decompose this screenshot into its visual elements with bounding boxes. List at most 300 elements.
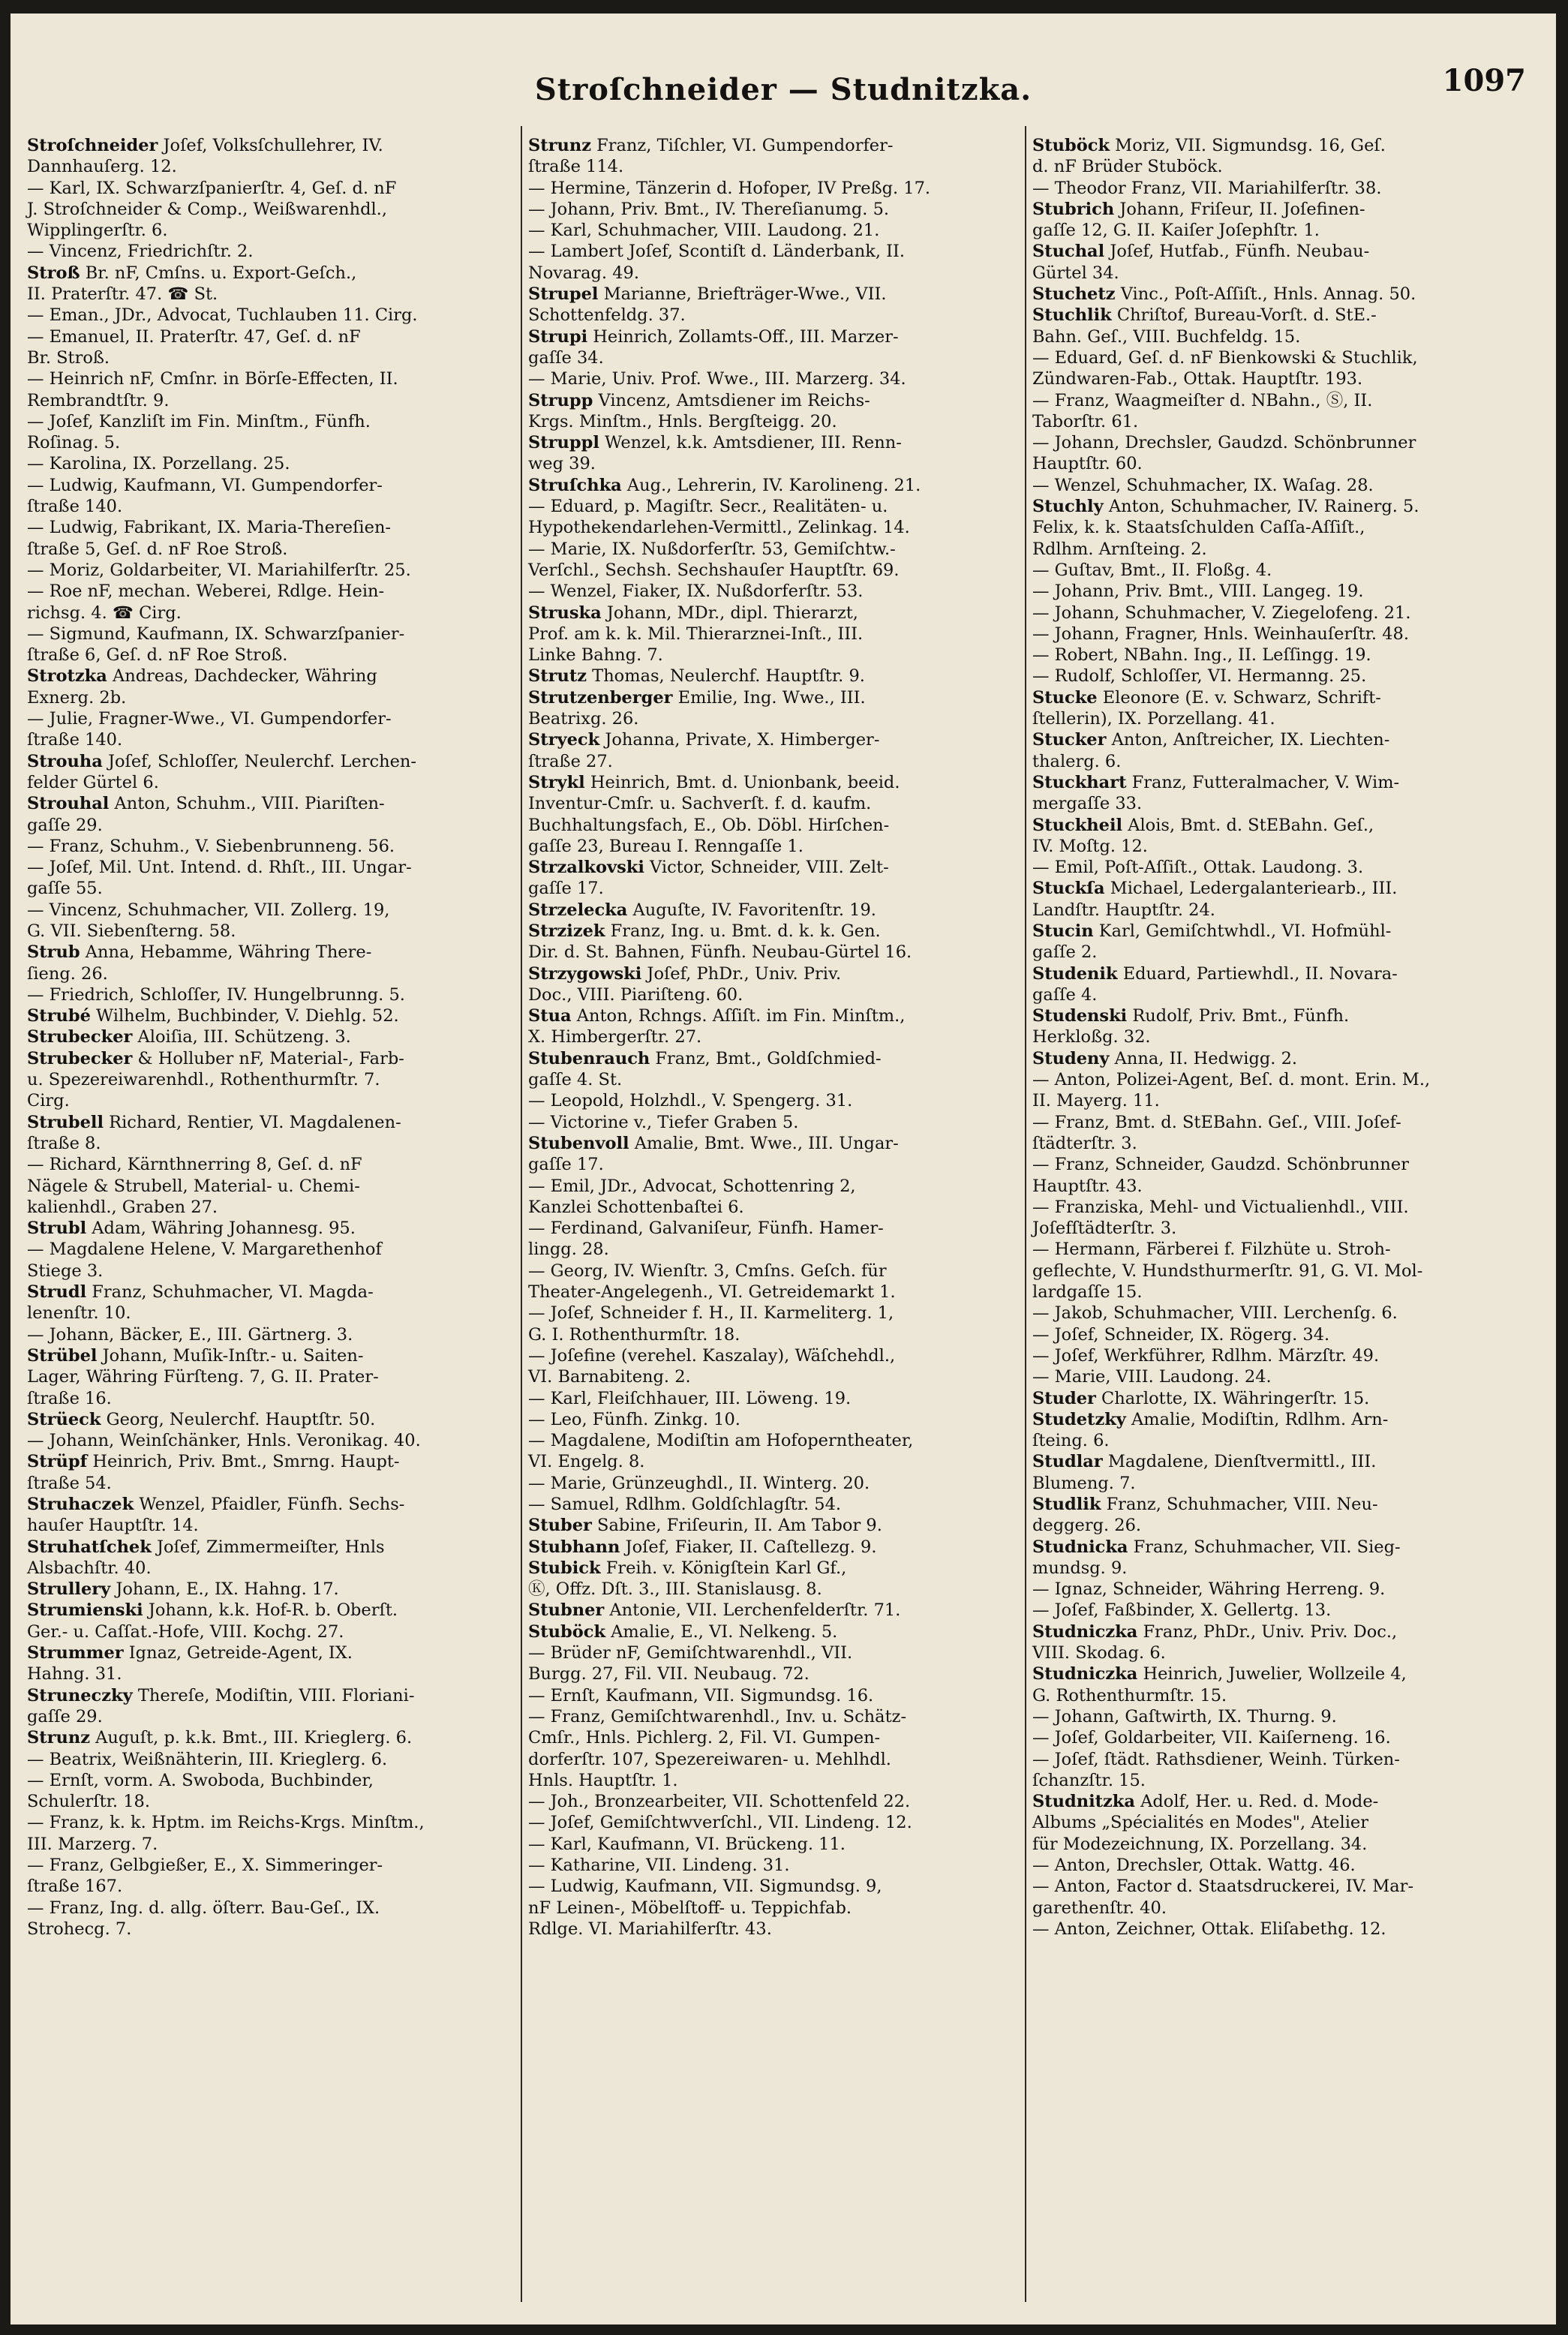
entry-surname: Strunz [27,1728,90,1748]
entry-surname: Strzalkovski [528,858,644,878]
entry-surname: Stuchlik [1032,305,1112,326]
entry-text: — Franz, Schneider, Gaudzd. Schönbrunner [1032,1155,1409,1175]
directory-entry [27,942,513,963]
entry-text: Franz, Futteralmacher, V. Wim- [1126,772,1400,792]
entry-text: — Anton, Factor d. Staatsdruckerei, IV. Mar- [1032,1877,1414,1897]
entry-text: — Beatrix, Weißnähterin, III. Krieglerg. 6. [27,1749,388,1769]
directory-entry [27,645,513,666]
directory-column-1 [27,135,513,1940]
directory-entry [27,1239,513,1260]
directory-entry [528,1600,1014,1621]
directory-entry [528,1515,1014,1536]
entry-text: — Joſef, Goldarbeiter, VII. Kaiſerneng. 16. [1032,1728,1391,1748]
entry-surname: Struska [528,603,602,623]
entry-text: Franz, Schuhmacher, VI. Magda- [86,1282,374,1303]
column-divider [521,126,522,2302]
entry-text: gaſſe 4. St. [528,1070,623,1090]
directory-entry [528,878,1014,899]
entry-text: — Johann, Weinſchänker, Hnls. Veronikag. 40. [27,1431,421,1451]
directory-entry [528,857,1014,878]
entry-text: Franz, Schuhmacher, VII. Sieg- [1128,1537,1401,1557]
entry-text: Schottenfeldg. 37. [528,305,686,326]
directory-entry [27,1791,513,1812]
directory-entry [528,624,1014,645]
entry-text: d. nF Brüder Stuböck. [1032,157,1223,177]
entry-text: Amalie, E., VI. Nelkeng. 5. [605,1621,838,1642]
entry-text: — Eman., JDr., Advocat, Tuchlauben 11. Cirg. [27,305,418,326]
entry-text: Burgg. 27, Fil. VII. Neubaug. 72. [528,1664,810,1684]
directory-entry [1032,1898,1518,1919]
directory-entry [528,156,1014,177]
directory-entry [1032,857,1518,878]
entry-text: Wipplingerſtr. 6. [27,221,168,241]
directory-entry [528,178,1014,199]
entry-text: Vinc., Poſt-Aſſiſt., Hnls. Annag. 50. [1115,284,1416,305]
entry-surname: Stua [528,1006,572,1026]
directory-entry [528,135,1014,156]
directory-entry [528,432,1014,453]
directory-entry [1032,645,1518,666]
entry-text: Hauptſtr. 60. [1032,454,1143,474]
entry-text: — Wenzel, Schuhmacher, IX. Waſag. 28. [1032,475,1374,495]
directory-entry [528,1451,1014,1472]
directory-entry [1032,1430,1518,1451]
entry-text: Joſef, Schloſſer, Neulerchf. Lerchen- [102,751,417,771]
entry-text: Anna, II. Hedwigg. 2. [1109,1048,1298,1068]
directory-entry [27,1621,513,1642]
entry-surname: Strzizek [528,921,605,941]
directory-entry [1032,220,1518,241]
entry-text: Gürtel 34. [1032,263,1119,283]
entry-text: lenenſtr. 10. [27,1303,131,1324]
entry-text: Karl, Gemiſchtwhdl., VI. Hofmühl- [1093,921,1392,941]
directory-entry [27,772,513,793]
directory-entry [1032,1451,1518,1472]
directory-entry [1032,729,1518,750]
directory-entry [1032,284,1518,305]
directory-entry [528,560,1014,581]
entry-text: — Anton, Polizei-Agent, Beſ. d. mont. Erin. M., [1032,1070,1431,1090]
directory-entry [528,1366,1014,1387]
entry-text: — Joſef, ſtädt. Rathsdiener, Weinh. Türken- [1032,1749,1400,1769]
entry-text: — Ernſt, vorm. A. Swoboda, Buchbinder, [27,1770,374,1790]
directory-entry [528,284,1014,305]
directory-entry [27,900,513,921]
entry-text: Aloiſia, III. Schützeng. 3. [132,1027,351,1047]
entry-text: — Karolina, IX. Porzellang. 25. [27,454,290,474]
entry-text: X. Himbergerſtr. 27. [528,1027,702,1047]
directory-entry [528,921,1014,942]
directory-entry [1032,1855,1518,1876]
directory-entry [27,1090,513,1111]
directory-entry [1032,624,1518,645]
directory-entry [27,305,513,326]
entry-surname: Stroſchneider [27,136,158,155]
directory-entry [1032,836,1518,857]
directory-entry [27,1133,513,1154]
entry-text: Eleonore (E. v. Schwarz, Schrift- [1097,687,1381,708]
directory-entry [528,687,1014,708]
directory-entry [1032,305,1518,326]
directory-entry [1032,1515,1518,1536]
entry-text: felder Gürtel 6. [27,772,159,792]
directory-entry [528,1537,1014,1558]
entry-text: Franz, Bmt., Goldſchmied- [650,1048,882,1068]
directory-entry [27,1473,513,1494]
entry-text: Rdlge. VI. Mariahilferſtr. 43. [528,1919,772,1939]
directory-entry [528,666,1014,687]
directory-entry [27,687,513,708]
entry-surname: Stucker [1032,730,1107,750]
directory-entry [27,729,513,750]
directory-entry [528,347,1014,368]
directory-entry [1032,793,1518,814]
entry-text: gaſſe 17. [528,1155,604,1175]
directory-entry [1032,199,1518,220]
entry-surname: Strupel [528,284,599,305]
directory-entry [528,1218,1014,1239]
directory-entry [1032,411,1518,432]
directory-page [11,14,1556,2324]
entry-surname: Strubé [27,1006,91,1026]
directory-entry [27,1069,513,1090]
entry-text: — Emil, JDr., Advocat, Schottenring 2, [528,1176,856,1196]
entry-surname: Stryeck [528,730,600,750]
directory-entry [1032,1388,1518,1409]
entry-text: ſtädterſtr. 3. [1032,1133,1137,1153]
directory-entry [27,1494,513,1515]
directory-entry [1032,1642,1518,1663]
directory-entry [1032,900,1518,921]
entry-text: hauſer Hauptſtr. 14. [27,1516,199,1536]
directory-entry [528,1876,1014,1897]
entry-text: Rudolf, Priv. Bmt., Fünfh. [1127,1006,1350,1026]
entry-text: Thereſe, Modiſtin, VIII. Floriani- [132,1685,415,1705]
entry-text: G. Rothenthurmſtr. 15. [1032,1685,1227,1705]
directory-entry [27,1898,513,1919]
entry-text: — Joſef, Gemiſchtwverſchl., VII. Lindeng. 12. [528,1813,912,1833]
entry-text: — Brüder nF, Gemiſchtwarenhdl., VII. [528,1643,853,1663]
directory-entry [1032,1261,1518,1282]
directory-entry [1032,1558,1518,1579]
directory-entry [1032,1239,1518,1260]
directory-entry [528,1324,1014,1345]
entry-text: Cirg. [27,1091,70,1111]
entry-text: Herkloßg. 32. [1032,1027,1151,1047]
entry-text: Freih. v. Königſtein Karl Gf., [600,1558,847,1578]
entry-text: Alsbachſtr. 40. [27,1558,152,1578]
entry-text: Kanzlei Schottenbaſtei 6. [528,1197,744,1217]
directory-entry [1032,1876,1518,1897]
directory-entry [27,1388,513,1409]
entry-text: — Robert, NBahn. Ing., II. Leſſingg. 19. [1032,645,1371,666]
directory-entry [27,836,513,857]
entry-text: — Johann, Bäcker, E., III. Gärtnerg. 3. [27,1324,353,1345]
entry-text: — Joſef, Schneider f. H., II. Karmeliterg. 1, [528,1303,894,1324]
column-divider [1025,126,1026,2302]
entry-text: Krgs. Minſtm., Hnls. Bergſteigg. 20. [528,411,837,431]
entry-text: Anton, Schuhmacher, IV. Rainerg. 5. [1103,497,1419,517]
directory-entry [1032,984,1518,1005]
directory-entry [528,1558,1014,1579]
directory-entry [27,793,513,814]
entry-surname: Stuchetz [1032,284,1116,305]
directory-entry [27,1812,513,1833]
entry-surname: Strub [27,942,80,963]
directory-entry [528,1176,1014,1197]
entry-text: — Johann, Drechsler, Gaudzd. Schönbrunner [1032,433,1416,453]
entry-text: Hauptſtr. 43. [1032,1176,1143,1196]
directory-entry [528,1430,1014,1451]
directory-entry [1032,1600,1518,1621]
entry-surname: Strzelecka [528,900,628,920]
entry-text: Rdlhm. Arnſteing. 2. [1032,539,1207,559]
entry-text: deggerg. 26. [1032,1516,1142,1536]
directory-entry [528,411,1014,432]
entry-text: ſtraße 27. [528,751,613,771]
entry-text: Felix, k. k. Staatsſchulden Caſſa-Aſſiſt., [1032,518,1365,538]
entry-text: Stiege 3. [27,1261,104,1281]
directory-entry [528,1812,1014,1833]
directory-entry [528,1685,1014,1706]
directory-entry [27,666,513,687]
directory-entry [528,1749,1014,1770]
directory-entry [528,475,1014,496]
entry-text: richsg. 4. ☎ Cirg. [27,603,182,623]
entry-text: Roſinag. 5. [27,433,121,453]
entry-text: gaſſe 29. [27,815,103,835]
entry-surname: Studniczka [1032,1664,1138,1684]
directory-entry [27,1048,513,1069]
entry-text: — Eduard, Geſ. d. nF Bienkowski & Stuchlik, [1032,347,1418,368]
entry-text: IV. Moſtg. 12. [1032,836,1148,856]
directory-entry [1032,263,1518,284]
directory-entry [1032,241,1518,262]
directory-entry [27,432,513,453]
entry-text: Joſef, Volksſchullehrer, IV. [158,136,383,155]
entry-text: — Jakob, Schuhmacher, VIII. Lerchenſg. 6. [1032,1303,1398,1324]
directory-entry [1032,1494,1518,1515]
directory-entry [27,347,513,368]
entry-text: — Hermann, Färberei f. Filzhüte u. Stroh- [1032,1240,1391,1260]
entry-text: — Magdalene, Modiſtin am Hofoperntheater, [528,1431,914,1451]
entry-text: nF Leinen-, Möbelſtoff- u. Teppichfab. [528,1898,852,1918]
directory-entry [27,539,513,560]
directory-entry [528,963,1014,984]
directory-entry [1032,517,1518,538]
entry-surname: Studlik [1032,1495,1101,1514]
entry-text: Alois, Bmt. d. StEBahn. Geſ., [1122,815,1374,835]
directory-entry [27,815,513,836]
entry-text: III. Marzerg. 7. [27,1834,158,1854]
directory-entry [27,1261,513,1282]
entry-text: Nägele & Strubell, Material- u. Chemi- [27,1176,360,1196]
entry-surname: Stucin [1032,921,1094,941]
entry-text: Hypothekendarlehen-Vermittl., Zelinkag. 14. [528,518,910,538]
entry-text: — Emil, Poſt-Aſſiſt., Ottak. Laudong. 3. [1032,858,1364,878]
directory-entry [528,368,1014,389]
entry-text: J. Stroſchneider & Comp., Weißwarenhdl., [27,199,387,219]
directory-entry [1032,1727,1518,1748]
entry-text: garethenſtr. 40. [1032,1898,1167,1918]
entry-text: Bahn. Geſ., VIII. Buchfeldg. 15. [1032,326,1301,347]
directory-entry [27,1770,513,1791]
entry-text: Franz, PhDr., Univ. Priv. Doc., [1137,1621,1398,1642]
directory-entry [528,326,1014,347]
directory-entry [1032,1048,1518,1069]
directory-entry [1032,603,1518,624]
directory-entry [1032,178,1518,199]
directory-entry [1032,963,1518,984]
entry-text: — Joſefine (verehel. Kaszalay), Wäſchehdl., [528,1345,896,1366]
entry-text: Cmſr., Hnls. Pichlerg. 2, Fil. VI. Gumpen- [528,1728,881,1748]
directory-entry [27,1197,513,1218]
directory-entry [528,1345,1014,1366]
directory-entry [27,581,513,602]
entry-text: Br. nF, Cmſns. u. Export-Geſch., [80,263,357,283]
entry-surname: Stucke [1032,687,1098,708]
entry-text: — Karl, Kaufmann, VI. Brückeng. 11. [528,1834,846,1854]
entry-text: ſtraße 167. [27,1877,123,1897]
entry-text: gaſſe 2. [1032,942,1098,963]
entry-text: Johann, Muſik-Inſtr.- u. Saiten- [97,1345,364,1366]
directory-entry [528,1791,1014,1812]
entry-surname: Studnitzka [1032,1792,1135,1812]
entry-surname: Stubrich [1032,199,1115,219]
directory-entry [528,1855,1014,1876]
entry-surname: Strüeck [27,1409,101,1429]
directory-entry [1032,1005,1518,1026]
entry-text: — Victorine v., Tiefer Graben 5. [528,1112,799,1132]
directory-entry [27,1834,513,1855]
entry-text: — Joſef, Schneider, IX. Rögerg. 34. [1032,1324,1330,1345]
entry-text: — Franz, Waagmeiſter d. NBahn., Ⓢ, II. [1032,390,1373,410]
entry-text: — Anton, Zeichner, Ottak. Eliſabethg. 12. [1032,1919,1386,1939]
entry-text: Lager, Währing Fürſteng. 7, G. II. Prater- [27,1367,379,1387]
directory-entry [1032,708,1518,729]
entry-text: VI. Barnabiteng. 2. [528,1367,691,1387]
directory-entry [528,900,1014,921]
directory-entry [528,220,1014,241]
entry-text: Adolf, Her. u. Red. d. Mode- [1134,1792,1379,1812]
entry-text: Landſtr. Hauptſtr. 24. [1032,900,1215,920]
directory-entry [27,1409,513,1430]
entry-text: & Holluber nF, Material-, Farb- [132,1048,404,1068]
directory-entry [528,496,1014,517]
entry-text: Prof. am k. k. Mil. Thierarznei-Inſt., III. [528,624,864,644]
entry-text: — Karl, Fleiſchhauer, III. Löweng. 19. [528,1388,852,1408]
directory-entry [27,1303,513,1324]
entry-text: Franz, Schuhmacher, VIII. Neu- [1101,1495,1378,1514]
entry-text: Wilhelm, Buchbinder, V. Diehlg. 52. [90,1006,399,1026]
entry-surname: Strudl [27,1282,87,1303]
directory-entry [528,815,1014,836]
directory-entry [27,603,513,624]
entry-text: gaſſe 55. [27,879,103,899]
directory-entry [27,1749,513,1770]
entry-text: Adam, Währing Johannesg. 95. [86,1219,356,1239]
entry-text: Johann, E., IX. Hahng. 17. [110,1579,339,1600]
entry-text: G. I. Rothenthurmſtr. 18. [528,1324,740,1345]
entry-text: — Hermine, Tänzerin d. Hofoper, IV Preßg. 17. [528,178,931,198]
entry-text: Dir. d. St. Bahnen, Fünfh. Neubau-Gürtel 16. [528,942,912,963]
entry-surname: Strubl [27,1219,87,1239]
entry-text: Georg, Neulerchf. Hauptſtr. 50. [101,1409,376,1429]
entry-text: Michael, Ledergalanteriearb., III. [1104,879,1398,899]
entry-text: — Johann, Priv. Bmt., IV. Thereſianumg. 5. [528,199,890,219]
entry-surname: Strouhal [27,794,110,814]
directory-entry [528,1239,1014,1260]
directory-entry [1032,432,1518,453]
entry-text: — Franz, Gelbgießer, E., X. Simmeringer- [27,1856,383,1876]
entry-surname: Strutz [528,666,587,687]
entry-surname: Struſchka [528,475,622,495]
entry-text: Beatrixg. 26. [528,709,639,729]
directory-entry [27,1515,513,1536]
directory-entry [27,1579,513,1600]
entry-text: gaſſe 29. [27,1706,103,1726]
entry-text: dorferſtr. 107, Spezereiwaren- u. Mehlhdl. [528,1749,891,1769]
directory-entry [1032,1303,1518,1324]
directory-entry [528,453,1014,474]
entry-text: — Ludwig, Fabrikant, IX. Maria-Thereſien- [27,518,392,538]
entry-text: Heinrich, Bmt. d. Unionbank, beeid. [584,772,900,792]
entry-text: — Joſef, Mil. Unt. Intend. d. Rhſt., III. Ungar- [27,858,412,878]
entry-text: — Anton, Drechsler, Ottak. Wattg. 46. [1032,1856,1356,1876]
directory-entry [27,135,513,156]
entry-text: — Heinrich nF, Cmſnr. in Börſe-Effecten, II. [27,369,398,389]
directory-entry [27,1642,513,1663]
directory-entry [1032,1409,1518,1430]
page-number: 1097 [1442,63,1526,98]
entry-text: ſteing. 6. [1032,1431,1110,1451]
directory-entry [1032,666,1518,687]
directory-entry [27,1154,513,1175]
entry-text: — Theodor Franz, VII. Mariahilferſtr. 38. [1032,178,1382,198]
directory-entry [1032,1919,1518,1940]
entry-text: Chriſtof, Bureau-Vorſt. d. StE.- [1111,305,1377,326]
directory-entry [1032,1834,1518,1855]
entry-text: Heinrich, Juwelier, Wollzeile 4, [1137,1664,1407,1684]
entry-surname: Stuböck [1032,136,1110,155]
directory-entry [27,178,513,199]
directory-entry [528,793,1014,814]
entry-text: Ger.- u. Caſſat.-Hofe, VIII. Kochg. 27. [27,1621,344,1642]
entry-text: Auguſt, p. k.k. Bmt., III. Krieglerg. 6. [90,1728,413,1748]
directory-entry [1032,751,1518,772]
entry-text: — Samuel, Rdlhm. Goldſchlagſtr. 54. [528,1495,842,1514]
entry-text: ſtraße 114. [528,157,624,177]
entry-text: Johann, MDr., dipl. Thierarzt, [601,603,858,623]
entry-surname: Strouha [27,751,103,771]
directory-entry [27,496,513,517]
directory-entry [528,1642,1014,1663]
directory-entry [1032,772,1518,793]
entry-text: — Ludwig, Kaufmann, VI. Gumpendorfer- [27,475,383,495]
entry-surname: Strutzenberger [528,687,673,708]
entry-text: weg 39. [528,454,596,474]
entry-text: Andreas, Dachdecker, Währing [107,666,377,687]
entry-text: — Emanuel, II. Praterſtr. 47, Geſ. d. nF [27,326,361,347]
entry-text: — Johann, Priv. Bmt., VIII. Langeg. 19. [1032,581,1364,602]
directory-entry [528,1048,1014,1069]
entry-text: — Georg, IV. Wienſtr. 3, Cmſns. Geſch. für [528,1261,887,1281]
entry-text: Ⓚ, Offz. Dſt. 3., III. Stanislausg. 8. [528,1579,822,1600]
directory-entry [1032,1026,1518,1047]
entry-text: Verſchl., Sechsh. Sechshauſer Hauptſtr. 69. [528,560,900,580]
directory-entry [27,878,513,899]
directory-entry [528,1706,1014,1727]
